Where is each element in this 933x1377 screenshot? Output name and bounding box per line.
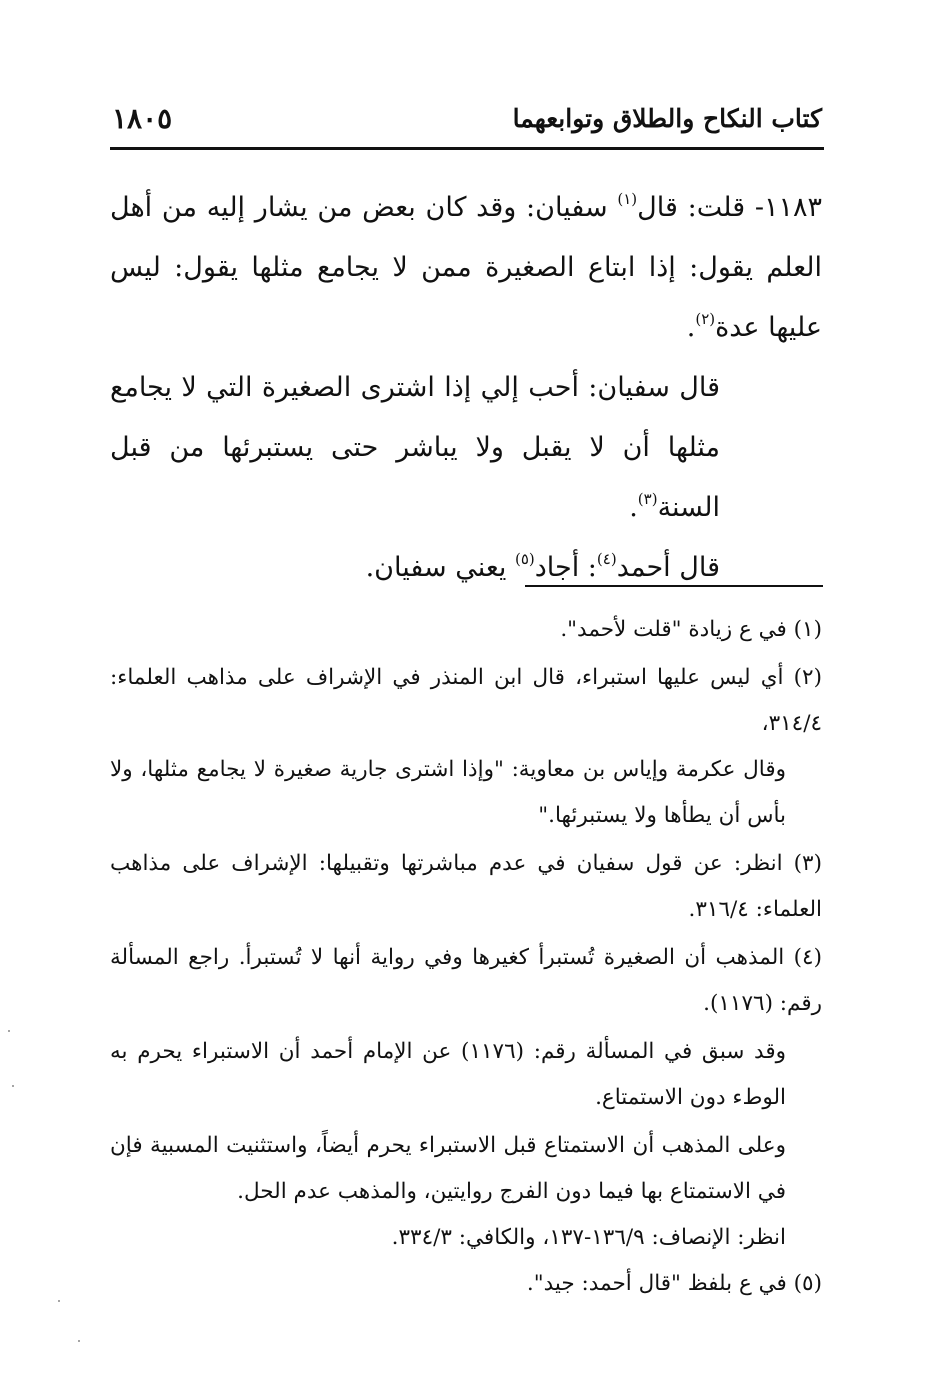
footnote-4-references: انظر: الإنصاف: ١٣٦/٩-١٣٧، والكافي: ٣٣٤/٣. — [391, 1225, 786, 1250]
footnote-ref-2: (٢) — [695, 310, 716, 328]
page-header — [110, 100, 822, 140]
footnote-ref-4: (٤) — [596, 550, 617, 568]
footnote-ref-3: (٣) — [637, 490, 658, 508]
footnote-5: (٥) في ع بلفظ "قال أحمد: جيد". — [526, 1271, 822, 1296]
footnote-2: (٢) أي ليس عليها استبراء، قال ابن المنذر في الإشراف على مذاهب العلماء: ٣١٤/٤، — [110, 665, 822, 736]
sufyan-paragraph — [110, 358, 822, 538]
text-run: ١١٨٣- قلت: قال — [637, 192, 822, 223]
footnote-4-paragraph-2: وقد سبق في المسألة رقم: (١١٧٦) عن الإمام أحمد أن الاستبراء يحرم به الوطء دون الاستمتاع. — [110, 1039, 786, 1110]
footnote-2-continuation: وقال عكرمة وإياس بن معاوية: "وإذا اشترى جارية صغيرة لا يجامع مثلها، ولا بأس أن يطأها ولا يستبرئها." — [110, 757, 786, 828]
footnote-separator — [525, 585, 823, 587]
text-run: قال أحمد — [616, 552, 720, 583]
scan-speck — [12, 1085, 14, 1087]
main-text — [110, 178, 822, 598]
page-number: ١٨٠٥ — [112, 102, 173, 135]
ahmad-paragraph — [110, 538, 822, 598]
text-run: . — [629, 492, 638, 523]
text-run: قال سفيان: أحب إلي إذا اشترى الصغيرة التي لا يجامع مثلها أن لا يقبل ولا يباشر حتى يستبرئها من قبل السنة — [110, 372, 720, 523]
header-rule — [110, 147, 824, 150]
footnote-4: (٤) المذهب أن الصغيرة تُستبرأ كغيرها وفي رواية أنها لا تُستبرأ. راجع المسألة رقم: (١١٧٦). — [110, 945, 822, 1016]
scan-speck — [8, 1030, 10, 1032]
footnotes — [110, 607, 822, 1307]
footnote-1: (١) في ع زيادة "قلت لأحمد". — [560, 617, 822, 642]
text-run: . — [686, 312, 696, 343]
text-run: يعني سفيان. — [365, 552, 515, 583]
footnote-3: (٣) انظر: عن قول سفيان في عدم مباشرتها وتقبيلها: الإشراف على مذاهب العلماء: ٣١٦/٤. — [110, 851, 822, 922]
scan-speck — [78, 1340, 80, 1342]
footnote-ref-1: (١) — [617, 190, 638, 208]
issue-1183-paragraph — [110, 178, 822, 358]
text-run: سفيان: وقد كان بعض من يشار إليه من أهل العلم يقول: إذا ابتاع الصغيرة ممن لا يجامع مثلها يقول: ليس عليها عدة — [110, 192, 822, 343]
footnote-ref-5: (٥) — [515, 550, 535, 568]
footnote-4-paragraph-3: وعلى المذهب أن الاستمتاع قبل الاستبراء يحرم أيضاً، واستثنيت المسبية فإن في الاستمتاع بها فيما دون الفرج روايتين، والمذهب عدم الحل. — [110, 1133, 786, 1204]
running-title: كتاب النكاح والطلاق وتوابعهما — [512, 104, 822, 133]
text-run: : أجاد — [534, 552, 597, 583]
scan-speck — [58, 1300, 60, 1302]
